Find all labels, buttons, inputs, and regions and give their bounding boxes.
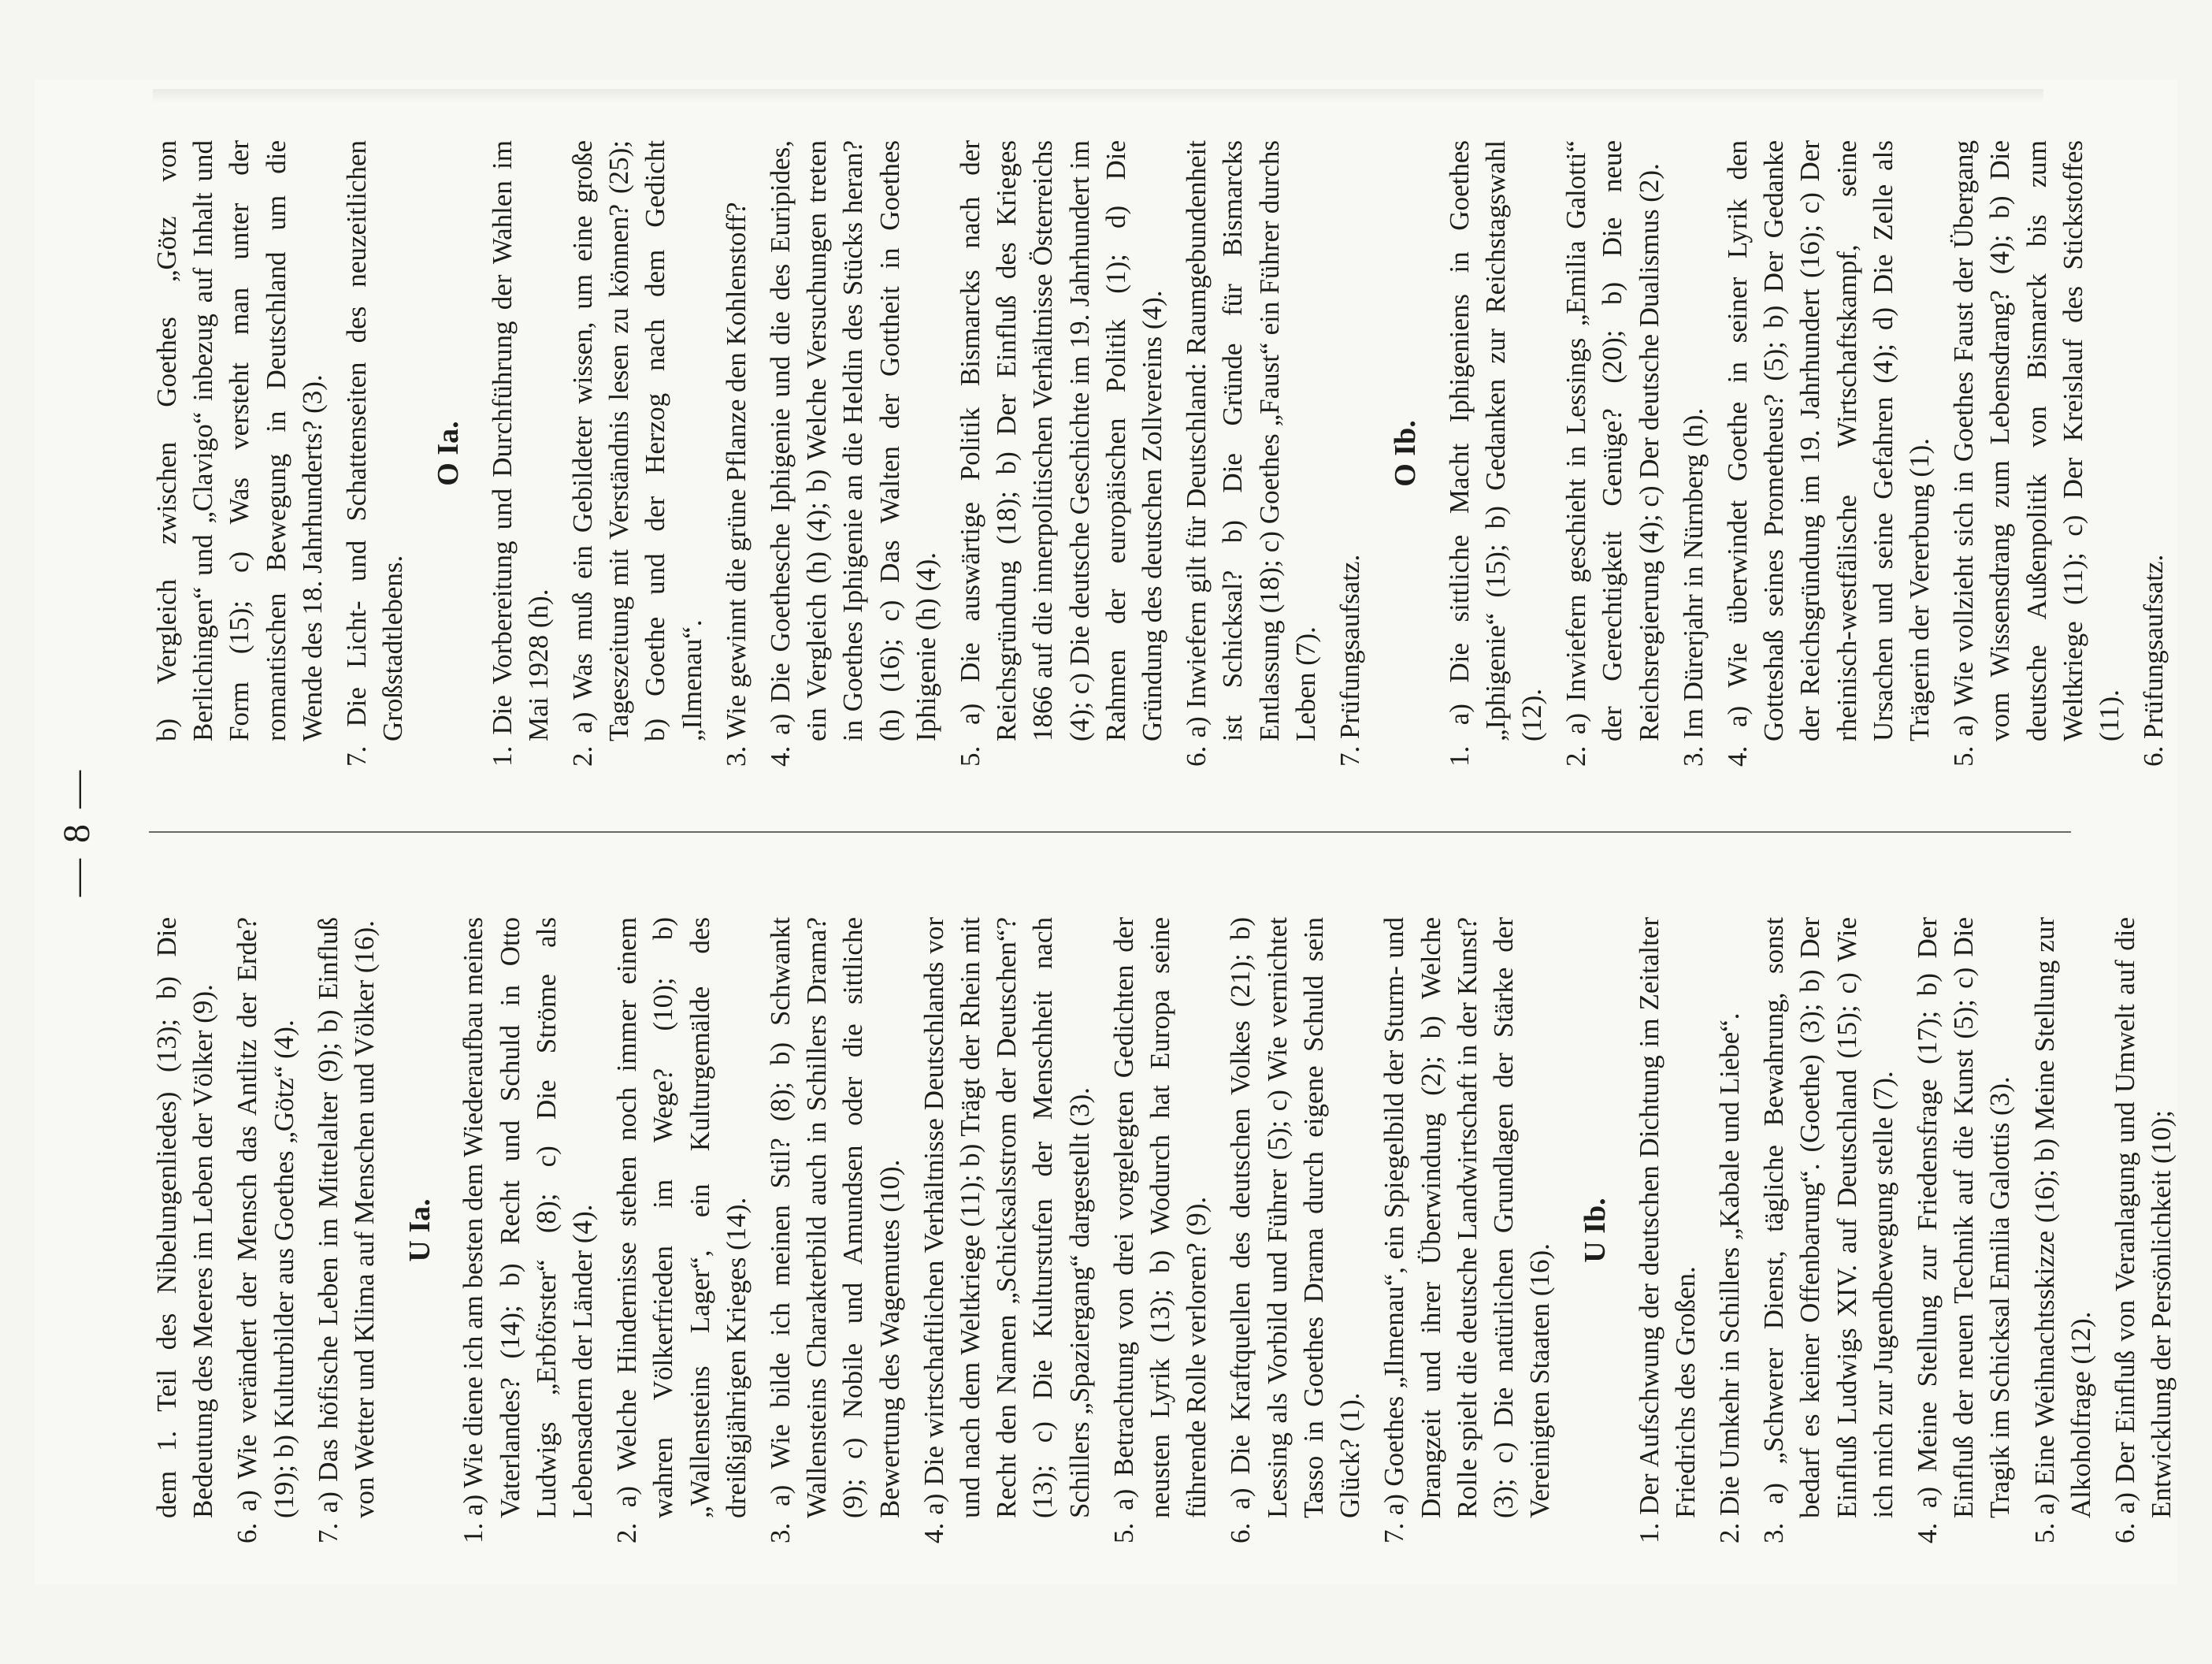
list-item: 3. Wie gewinnt die grüne Pflanze den Kohlenstoff?: [720, 202, 752, 767]
list-item: 4. a) Wie überwindet Goethe in seiner Lyrik den Gotteshaß seines Prometheus? (5); b) Der Gedanke der Reichsgründung im 19. Jahrhundert (16); c) Der rheinisch-westfälische Wirtschaftskampf, seine Ursachen und seine Gefahren (4); d) Die Zelle als Trägerin der Vererbung (1).: [1721, 140, 1935, 767]
list-item: 4. a) Die wirtschaftlichen Verhältnisse Deutschlands vor und nach dem Weltkriege (11); b) Trägt der Rhein mit Recht den Namen „Schicksalsstrom der Deutschen“? (13); c) Die Kulturstufen der Menschheit nach Schillers „Spaziergang“ dargestellt (3).: [918, 917, 1095, 1543]
page-number: — 8 —: [56, 767, 98, 897]
column-divider: [149, 831, 2071, 833]
list-item: 3. a) „Schwerer Dienst, tägliche Bewahrung, sonst bedarf es keiner Offenbarung“. (Goethe) (3); b) Der Einfluß Ludwigs XIV. auf Deutschland (15); c) Wie ich mich zur Jugendbewegung stelle (7).: [1758, 917, 1898, 1543]
list-item: 2. a) Welche Hindernisse stehen noch immer einem wahren Völkerfrieden im Wege? (10); b) „Wallensteins Lager“, ein Kulturgemälde des dreißigjährigen Krieges (14).: [611, 917, 752, 1543]
list-item: 3. a) Wie bilde ich meinen Stil? (8); b) Schwankt Wallensteins Charakterbild auch in Schillers Drama? (9); c) Nobile und Amundsen oder die sittliche Bewertung des Wagemutes (10).: [765, 917, 905, 1543]
list-item: 2. Die Umkehr in Schillers „Kabale und Liebe“.: [1713, 1012, 1745, 1543]
show-through-shadow: [153, 89, 2043, 103]
section-heading: O Ia.: [432, 421, 466, 486]
left-column: [149, 917, 2188, 1543]
list-item: 6. a) Inwiefern gilt für Deutschland: Raumgebundenheit ist Schicksal? b) Die Gründe für Bismarcks Entlassung (18); c) Goethes „Faust“ ein Führer durchs Leben (7).: [1181, 140, 1321, 767]
continued-text: dem 1. Teil des Nibelungenliedes) (13); b) Die Bedeutung des Meeres im Leben der Völker (9).: [151, 917, 219, 1518]
rotated-document-page: [35, 80, 2177, 1584]
list-item: 7. Prüfungsaufsatz.: [1334, 554, 1366, 767]
list-item: 2. a) Inwiefern geschieht in Lessings „Emilia Galotti“ der Gerechtigkeit Genüge? (20); b) Die neue Reichsregierung (4); c) Der deutsche Dualismus (2).: [1561, 140, 1665, 767]
list-item: 6. a) Die Kraftquellen des deutschen Volkes (21); b) Lessing als Vorbild und Führer (5); c) Wie vernichtet Tasso in Goethes Drama durch eigene Schuld sein Glück? (1).: [1225, 917, 1366, 1543]
list-item: 3. Im Dürerjahr in Nürnberg (h).: [1677, 407, 1709, 767]
list-item: 5. a) Eine Weihnachtsskizze (16); b) Meine Stellung zur Alkoholfrage (12).: [2028, 917, 2096, 1543]
list-item: 5. a) Wie vollzieht sich in Goethes Faust der Übergang vom Wissensdrang zum Lebensdrang? (4); b) Die deutsche Außenpolitik von Bismarck bis zum Weltkriege (11); c) Der Kreislauf des Stickstoffes (11).: [1948, 140, 2125, 767]
section-heading: U Ib.: [1579, 1198, 1613, 1263]
list-item: 4. a) Die Goethesche Iphigenie und die des Euripides, ein Vergleich (h) (4); b) Welche Versuchungen treten in Goethes Iphigenie an die Heldin des Stücks heran? (h) (16); c) Das Walten der Gottheit in Goethes Iphigenie (h) (4).: [765, 140, 941, 767]
list-item: 6. a) Wie verändert der Mensch das Antlitz der Erde? (19); b) Kulturbilder aus Goethes „Götz“ (4).: [232, 917, 299, 1543]
list-item: 6. Prüfungsaufsatz.: [2138, 554, 2169, 767]
right-column: [149, 140, 2180, 767]
list-item: 6. a) Der Einfluß von Veranlagung und Umwelt auf die Entwicklung der Persönlichkeit (10);: [2109, 917, 2177, 1543]
list-item: 2. a) Was muß ein Gebildeter wissen, um eine große Tageszeitung mit Verständnis lesen zu können? (25); b) Goethe und der Herzog nach dem Gedicht „Ilmenau“.: [567, 140, 707, 767]
list-item: 1. Die Vorbereitung und Durchführung der Wahlen im Mai 1928 (h).: [486, 140, 554, 767]
continued-text: b) Vergleich zwischen Goethes „Götz von Berlichingen“ und „Clavigo“ inbezug auf Inhalt und Form (15); c) Was versteht man unter der romantischen Bewegung in Deutschland um die Wende des 18. Jahrhunderts? (3).: [151, 140, 328, 741]
list-item: 7. Die Licht- und Schattenseiten des neuzeitlichen Großstadtlebens.: [341, 140, 409, 767]
list-item: 4. a) Meine Stellung zur Friedensfrage (17); b) Der Einfluß der neuen Technik auf die Kunst (5); c) Die Tragik im Schicksal Emilia Galottis (3).: [1911, 917, 2016, 1543]
list-item: 1. a) Wie diene ich am besten dem Wiederaufbau meines Vaterlandes? (14); b) Recht und Schuld in Otto Ludwigs „Erbförster“ (8); c) Die Ströme als Lebensadern der Länder (4).: [458, 917, 599, 1543]
list-item: 1. a) Die sittliche Macht Iphigeniens in Goethes „Iphigenie“ (15); b) Gedanken zur Reichstagswahl (12).: [1443, 140, 1547, 767]
section-heading: U Ia.: [403, 1198, 437, 1262]
list-item: 7. a) Goethes „Ilmenau“, ein Spiegelbild der Sturm- und Drangzeit und ihrer Überwindung (2); b) Welche Rolle spielt die deutsche Landwirtschaft in der Kunst? (3); c) Die natürlichen Grundlagen der Stärke der Vereinigten Staaten (16).: [1379, 917, 1556, 1543]
section-heading: O Ib.: [1389, 420, 1423, 487]
list-item: 5. a) Betrachtung von drei vorgelegten Gedichten der neusten Lyrik (13); b) Wodurch hat Europa seine führende Rolle verloren? (9).: [1108, 917, 1212, 1543]
list-item: 5. a) Die auswärtige Politik Bismarcks nach der Reichsgründung (18); b) Der Einfluß des Krieges 1866 auf die innerpolitischen Verhältnisse Österreichs (4); c) Die deutsche Geschichte im 19. Jahrhundert im Rahmen der europäischen Politik (1); d) Die Gründung des deutschen Zollvereins (4).: [955, 140, 1168, 767]
list-item: 1. Der Aufschwung der deutschen Dichtung im Zeitalter Friedrichs des Großen.: [1633, 917, 1701, 1543]
list-item: 7. a) Das höfische Leben im Mittelalter (9); b) Einfluß von Wetter und Klima auf Menschen und Völker (16).: [312, 917, 380, 1543]
